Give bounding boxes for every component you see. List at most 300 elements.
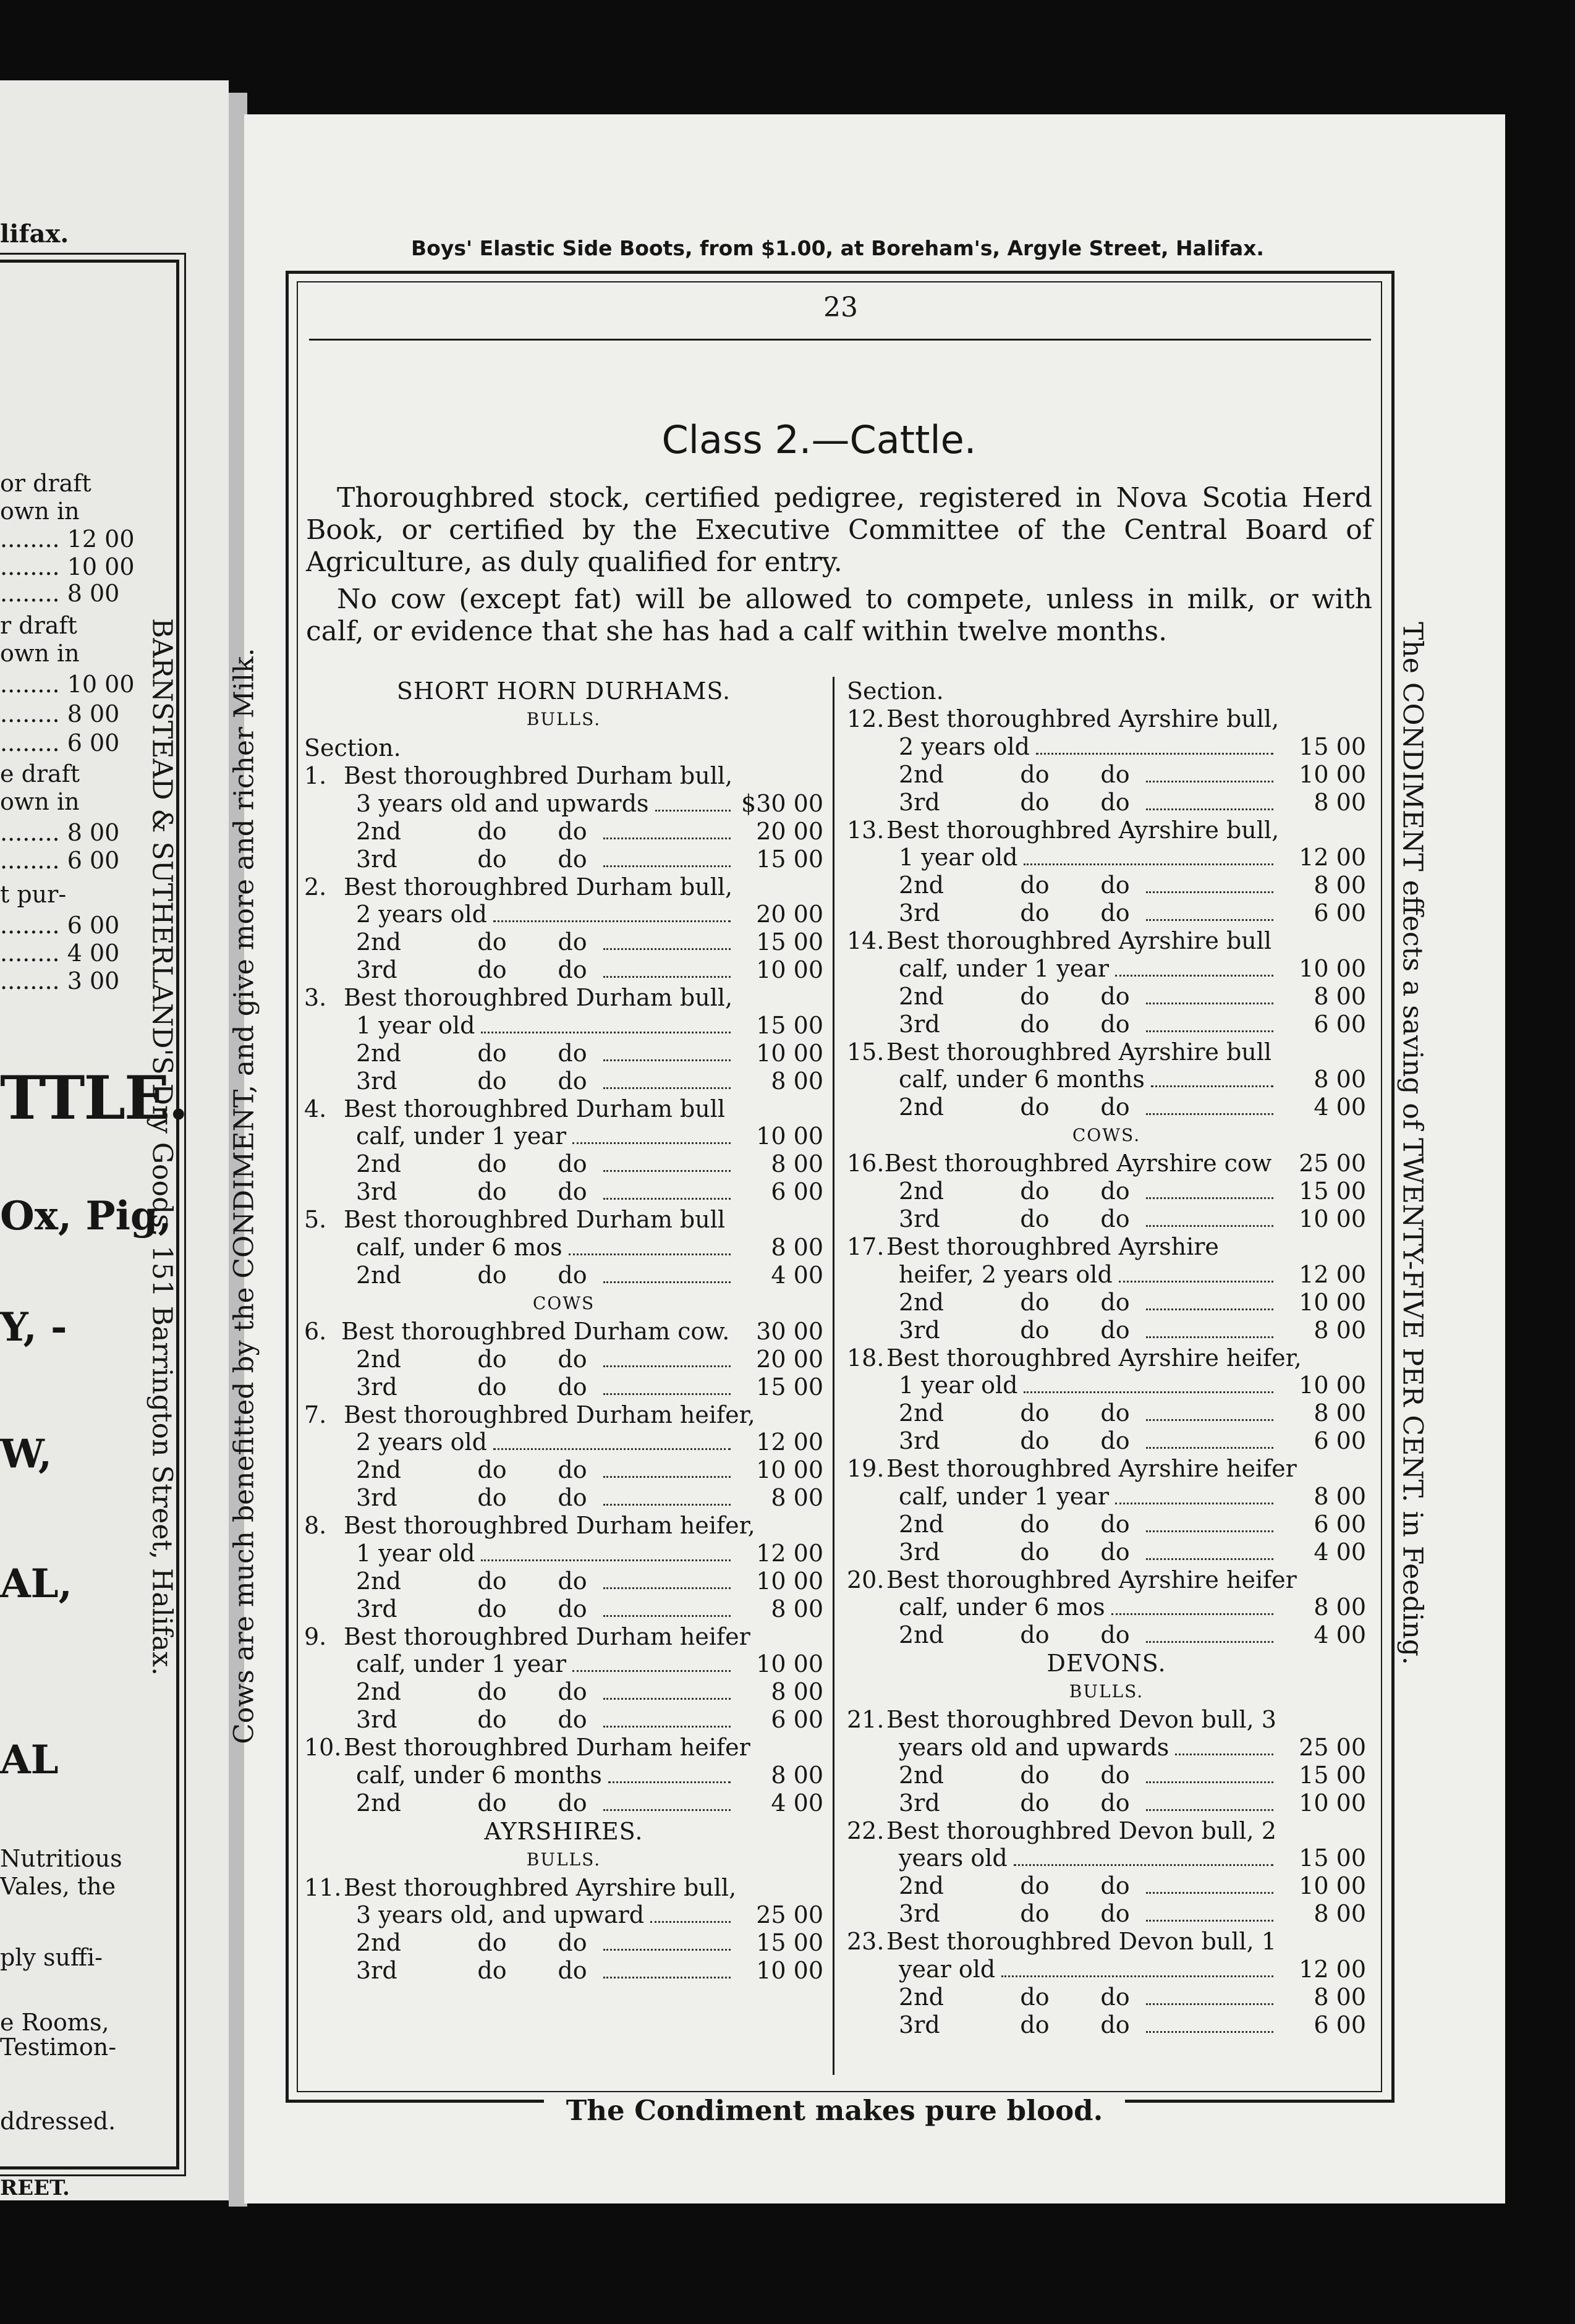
prize-row (847, 1983, 1366, 2011)
ditto-mark: do (477, 1261, 507, 1289)
leader-dots (603, 1059, 731, 1061)
prize-amount: 4 00 (1314, 1621, 1366, 1648)
prize-place: 2nd (899, 760, 944, 788)
prize-amount: 4 00 (1314, 1093, 1366, 1121)
intro-text (306, 482, 1372, 653)
prize-amount: 10 00 (1299, 1205, 1366, 1232)
prize-place: 2nd (899, 1510, 944, 1538)
entry-continuation (304, 1540, 823, 1567)
prize-amount: 6 00 (1314, 2011, 1366, 2038)
prize-column-left (304, 677, 823, 1985)
prize-entry (304, 1095, 823, 1207)
section-number: 9. (304, 1622, 327, 1650)
leader-dots (608, 1781, 731, 1783)
section-number: 19. (847, 1455, 885, 1482)
leader-dots (1115, 975, 1273, 977)
entry-first-line (847, 1344, 1366, 1372)
ditto-mark: do (558, 1957, 587, 1984)
ditto-mark: do (1020, 1288, 1050, 1316)
entry-first-line (847, 1038, 1366, 1066)
prize-amount: 8 00 (771, 1678, 823, 1705)
entry-continuation-text: heifer, 2 years old (899, 1260, 1113, 1288)
left-entries (304, 762, 823, 1985)
ditto-mark: do (1100, 1872, 1130, 1899)
ditto-mark: do (1020, 872, 1050, 899)
prize-place: 2nd (899, 1177, 944, 1205)
prize-row (304, 846, 823, 873)
ditto-mark: do (1020, 1010, 1050, 1038)
leader-dots (1036, 753, 1273, 755)
ditto-mark: do (477, 1373, 507, 1401)
prize-row (304, 928, 823, 956)
entry-description: Best thoroughbred Ayrshire (886, 1233, 1219, 1260)
prize-amount: 10 00 (1299, 1372, 1366, 1399)
ditto-mark: do (1020, 1093, 1050, 1121)
prize-amount: 15 00 (756, 1373, 823, 1401)
left-page-text-line: ........ 12 00 (0, 525, 135, 553)
section-number: 21. (847, 1706, 885, 1733)
ditto-mark: do (1020, 899, 1050, 927)
entry-first-line (304, 762, 823, 790)
prize-row (304, 1178, 823, 1206)
ditto-mark: do (477, 817, 507, 845)
leader-dots (603, 1365, 731, 1367)
prize-row (847, 872, 1366, 899)
prize-amount: 8 00 (1314, 1399, 1366, 1427)
left-page-text-line: Ox, Pig, (0, 1193, 172, 1239)
entry-description: Best thoroughbred Durham bull (344, 1206, 726, 1233)
prize-amount: 25 00 (1299, 1150, 1366, 1177)
leader-dots (1111, 1613, 1273, 1615)
prize-amount: 10 00 (1299, 1789, 1366, 1817)
prize-row (304, 1789, 823, 1817)
ditto-mark: do (1100, 1399, 1130, 1427)
prize-place: 2nd (899, 1872, 944, 1899)
entry-first-line (304, 1401, 823, 1429)
entry-continuation-text: calf, under 1 year (899, 1482, 1109, 1510)
leader-dots (603, 1949, 731, 1951)
prize-place: 2nd (899, 1761, 944, 1789)
entry-continuation-text: 3 years old, and upward (356, 1901, 645, 1928)
leader-dots (1146, 919, 1273, 921)
ditto-mark: do (1100, 1789, 1130, 1817)
vertical-right-advertisement: The CONDIMENT effects a saving of TWENTY-FIVE PER CENT. in Feeding. (1396, 622, 1429, 1665)
leader-dots (603, 1504, 731, 1506)
leader-dots (1146, 1558, 1273, 1560)
leader-dots (603, 1198, 731, 1200)
ditto-mark: do (477, 956, 507, 983)
prize-column-right (847, 677, 1366, 2039)
left-page-text-line: ........ 10 00 (0, 671, 135, 698)
leader-dots (603, 1615, 731, 1617)
entry-continuation (304, 1901, 823, 1929)
prize-amount: 25 00 (1299, 1733, 1366, 1761)
ditto-mark: do (1100, 872, 1130, 899)
leader-dots (1146, 1892, 1273, 1894)
column-divider (833, 677, 834, 2075)
prize-amount: 20 00 (756, 817, 823, 845)
leader-dots (1146, 781, 1273, 782)
ditto-mark: do (1020, 1761, 1050, 1789)
leader-dots (493, 1448, 731, 1450)
ditto-mark: do (1100, 1093, 1130, 1121)
entry-continuation (847, 844, 1366, 872)
prize-amount: 8 00 (771, 1067, 823, 1095)
leader-dots (1146, 891, 1273, 893)
entry-first-line (304, 1318, 823, 1346)
ditto-mark: do (1020, 1789, 1050, 1817)
entry-description: Best thoroughbred Durham heifer, (344, 1512, 755, 1539)
entry-continuation (304, 1122, 823, 1150)
entry-continuation-text: 1 year old (899, 1372, 1018, 1399)
entry-description: Best thoroughbred Ayrshire bull (886, 1038, 1272, 1066)
ditto-mark: do (558, 1595, 587, 1622)
leader-dots (1024, 863, 1273, 865)
top-advertisement: Boys' Elastic Side Boots, from $1.00, at Boreham's, Argyle Street, Halifax. (411, 236, 1264, 260)
prize-place: 3rd (356, 1178, 397, 1205)
ditto-mark: do (558, 1345, 587, 1373)
prize-amount: 30 00 (756, 1317, 823, 1345)
entry-description: Best thoroughbred Durham cow. (341, 1317, 730, 1345)
entry-continuation-text: calf, under 6 mos (356, 1233, 562, 1261)
left-page-header: lifax. (0, 219, 69, 248)
leader-dots (493, 920, 731, 922)
ditto-mark: do (558, 956, 587, 983)
ditto-mark: do (1100, 1427, 1130, 1454)
ditto-mark: do (1100, 1177, 1130, 1205)
prize-place: 3rd (899, 1789, 940, 1817)
prize-entry (847, 1233, 1366, 1344)
prize-row (847, 789, 1366, 816)
prize-entry (304, 1623, 823, 1734)
leader-dots (1151, 1085, 1273, 1087)
ditto-mark: do (477, 1595, 507, 1622)
prize-amount: 15 00 (1299, 732, 1366, 760)
leader-dots (603, 838, 731, 839)
section-number: 5. (304, 1206, 327, 1233)
left-page-text-line: W, (0, 1431, 53, 1477)
prize-amount: 8 00 (1314, 1316, 1366, 1344)
entry-continuation-text: 1 year old (899, 844, 1018, 871)
ditto-mark: do (1100, 788, 1130, 816)
prize-row (847, 1789, 1366, 1817)
prize-amount: 15 00 (1299, 1177, 1366, 1205)
leader-dots (603, 948, 731, 950)
group-subheading: COWS. (1072, 1125, 1141, 1145)
prize-amount: 10 00 (1299, 1288, 1366, 1316)
entry-description: Best thoroughbred Ayrshire bull, (344, 1873, 737, 1901)
entry-description: Best thoroughbred Ayrshire heifer, (886, 1344, 1302, 1372)
left-page-text-line: ........ 6 00 (0, 729, 120, 757)
entry-continuation-text: years old and upwards (899, 1733, 1170, 1761)
prize-place: 2nd (899, 1093, 944, 1121)
leader-dots (1146, 808, 1273, 810)
prize-amount: 12 00 (1299, 1260, 1366, 1288)
left-page-text-line: ........ 6 00 (0, 847, 120, 874)
ditto-mark: do (1100, 1010, 1130, 1038)
group-subheading: BULLS. (526, 1849, 601, 1870)
left-page-text-line: own in (0, 788, 80, 815)
ditto-mark: do (558, 1067, 587, 1095)
prize-entry (847, 1344, 1366, 1456)
ditto-mark: do (1100, 1900, 1130, 1927)
prize-place: 3rd (899, 1900, 940, 1927)
prize-place: 3rd (899, 788, 940, 816)
leader-dots (603, 1476, 731, 1478)
entry-continuation-text: calf, under 1 year (356, 1122, 566, 1150)
leader-dots (603, 1281, 731, 1283)
prize-place: 3rd (899, 1427, 940, 1454)
entry-continuation (847, 1066, 1366, 1093)
left-page-text-line: ........ 10 00 (0, 553, 135, 580)
prize-amount: 15 00 (1299, 1761, 1366, 1789)
prize-place: 2nd (356, 1345, 401, 1373)
entry-first-line (304, 1095, 823, 1123)
leader-dots (1175, 1754, 1273, 1755)
leader-dots (1146, 1419, 1273, 1421)
prize-place: 3rd (899, 1205, 940, 1232)
entry-first-line (304, 1512, 823, 1540)
entry-continuation-text: 2 years old (356, 1428, 487, 1456)
left-page-text-line: own in (0, 498, 80, 525)
left-page-text-line: e draft (0, 760, 80, 787)
prize-place: 2nd (899, 1983, 944, 2011)
prize-entry (847, 816, 1366, 928)
intro-paragraph-2: No cow (except fat) will be allowed to compete, unless in milk, or with calf, or evidence that she has had a calf within twelve months. (306, 583, 1372, 647)
left-page-text-line: ........ 8 00 (0, 819, 120, 846)
leader-dots (1146, 1781, 1273, 1783)
ditto-mark: do (1020, 2011, 1050, 2038)
ditto-mark: do (477, 1706, 507, 1733)
prize-row (847, 1177, 1366, 1205)
prize-place: 3rd (356, 845, 397, 873)
ditto-mark: do (477, 1484, 507, 1511)
prize-amount: 4 00 (771, 1789, 823, 1817)
leader-dots (1146, 2031, 1273, 2033)
ditto-mark: do (1020, 1399, 1050, 1427)
prize-row (847, 1621, 1366, 1649)
prize-entry (304, 873, 823, 985)
prize-row (847, 1762, 1366, 1789)
page-title: Class 2.—Cattle. (661, 417, 977, 462)
leader-dots (1146, 1308, 1273, 1310)
prize-amount: 10 00 (1299, 1872, 1366, 1899)
prize-amount: $30 00 (741, 789, 823, 817)
prize-amount: 12 00 (756, 1539, 823, 1567)
entry-continuation (847, 1483, 1366, 1511)
prize-amount: 4 00 (1314, 1538, 1366, 1566)
bottom-advertisement: The Condiment makes pure blood. (544, 2094, 1125, 2127)
entry-continuation (847, 1956, 1366, 1983)
entry-description: Best thoroughbred Ayrshire cow (884, 1150, 1272, 1177)
ditto-mark: do (477, 1456, 507, 1483)
entry-continuation-text: calf, under 1 year (899, 954, 1109, 982)
prize-row (304, 818, 823, 846)
prize-row (304, 1957, 823, 1985)
ditto-mark: do (558, 928, 587, 956)
prize-place: 2nd (356, 1929, 401, 1956)
prize-row (847, 1900, 1366, 1928)
prize-amount: 8 00 (771, 1484, 823, 1511)
prize-amount: 15 00 (756, 845, 823, 873)
prize-amount: 8 00 (771, 1595, 823, 1622)
leader-dots (1001, 1975, 1273, 1977)
prize-amount: 8 00 (1314, 1066, 1366, 1093)
leader-dots (1146, 1197, 1273, 1199)
entry-continuation-text: 3 years old and upwards (356, 789, 649, 817)
group-heading: DEVONS. (1046, 1650, 1166, 1677)
prize-place: 2nd (356, 1261, 401, 1289)
prize-place: 2nd (356, 1456, 401, 1483)
prize-entry (304, 1318, 823, 1401)
ditto-mark: do (558, 1789, 587, 1817)
prize-entry (847, 1928, 1366, 2039)
entry-continuation (304, 1012, 823, 1040)
leader-dots (1115, 1503, 1273, 1504)
left-page-text-line: Y, - (0, 1304, 67, 1351)
ditto-mark: do (477, 845, 507, 873)
entry-first-line (304, 1734, 823, 1762)
prize-amount: 8 00 (771, 1761, 823, 1789)
ditto-mark: do (1020, 1205, 1050, 1232)
ditto-mark: do (558, 1484, 587, 1511)
entry-description: Best thoroughbred Durham bull, (344, 762, 733, 789)
entry-continuation-text: year old (899, 1955, 996, 1983)
right-entries (847, 705, 1366, 2039)
leader-dots (569, 1253, 731, 1255)
prize-place: 3rd (356, 1957, 397, 1984)
entry-first-line (304, 873, 823, 901)
prize-row (847, 1511, 1366, 1538)
prize-amount: 10 00 (756, 1567, 823, 1595)
group-heading: AYRSHIRES. (484, 1817, 643, 1845)
prize-amount: 12 00 (1299, 844, 1366, 871)
prize-place: 2nd (899, 1621, 944, 1648)
leader-dots (603, 1587, 731, 1589)
prize-entry (304, 1512, 823, 1623)
leader-dots (1146, 1336, 1273, 1338)
leader-dots (603, 1726, 731, 1728)
prize-place: 2nd (356, 817, 401, 845)
ditto-mark: do (1020, 982, 1050, 1010)
entry-continuation (304, 901, 823, 928)
prize-amount: 15 00 (756, 1929, 823, 1956)
ditto-mark: do (558, 1456, 587, 1483)
section-number: 20. (847, 1566, 885, 1593)
prize-amount: 8 00 (1314, 1900, 1366, 1927)
prize-amount: 10 00 (1299, 954, 1366, 982)
prize-amount: 20 00 (756, 1345, 823, 1373)
prize-amount: 6 00 (1314, 899, 1366, 927)
entry-description: Best thoroughbred Durham heifer, (344, 1401, 755, 1428)
entry-continuation (847, 1372, 1366, 1399)
entry-continuation-text: 2 years old (356, 901, 487, 928)
ditto-mark: do (558, 1150, 587, 1177)
prize-row (304, 1067, 823, 1095)
prize-row (847, 1538, 1366, 1566)
page-number: 23 (823, 292, 858, 323)
prize-row (847, 1093, 1366, 1121)
leader-dots (1014, 1864, 1273, 1866)
leader-dots (1119, 1281, 1273, 1283)
prize-row (847, 1427, 1366, 1455)
prize-place: 2nd (356, 1567, 401, 1595)
leader-dots (1146, 1530, 1273, 1532)
prize-amount: 8 00 (771, 1233, 823, 1261)
section-number: 17. (847, 1233, 885, 1260)
left-page-footer: REET. (0, 2176, 70, 2200)
ditto-mark: do (477, 1678, 507, 1705)
ditto-mark: do (1100, 1761, 1130, 1789)
entry-continuation (847, 1261, 1366, 1289)
prize-amount: 10 00 (756, 1957, 823, 1984)
section-number: 11. (304, 1873, 342, 1901)
section-number: 7. (304, 1401, 327, 1428)
leader-dots (1146, 2003, 1273, 2005)
entry-description: Best thoroughbred Devon bull, 3 (886, 1706, 1276, 1733)
prize-place: 3rd (356, 1373, 397, 1401)
prize-place: 2nd (899, 982, 944, 1010)
ditto-mark: do (1100, 982, 1130, 1010)
ditto-mark: do (1020, 1872, 1050, 1899)
vertical-left-advertisement: Cows are much benefitted by the CONDIMENT, and give more and richer Milk. (228, 648, 260, 1744)
prize-amount: 25 00 (756, 1901, 823, 1928)
entry-first-line (847, 1706, 1366, 1734)
prize-row (304, 956, 823, 984)
prize-amount: 8 00 (1314, 872, 1366, 899)
prize-amount: 4 00 (771, 1261, 823, 1289)
prize-row (304, 1484, 823, 1512)
left-page-text-line: ........ 6 00 (0, 912, 120, 939)
prize-row (304, 1706, 823, 1734)
leader-dots (1146, 1113, 1273, 1115)
entry-first-line (847, 927, 1366, 955)
ditto-mark: do (1020, 1510, 1050, 1538)
ditto-mark: do (1100, 1205, 1130, 1232)
entry-continuation-text: 2 years old (899, 732, 1030, 760)
section-number: 23. (847, 1928, 885, 1955)
ditto-mark: do (1100, 1316, 1130, 1344)
section-number: 16. (847, 1150, 885, 1177)
prize-amount: 10 00 (756, 1039, 823, 1067)
ditto-mark: do (1100, 1288, 1130, 1316)
leader-dots (1146, 1225, 1273, 1227)
leader-dots (1146, 1920, 1273, 1922)
leader-dots (1146, 1030, 1273, 1032)
prize-row (304, 1262, 823, 1289)
prize-entry (304, 984, 823, 1095)
prize-amount: 20 00 (756, 901, 823, 928)
section-number: 3. (304, 984, 327, 1011)
leader-dots (603, 865, 731, 867)
prize-row (847, 761, 1366, 789)
leader-dots (603, 1698, 731, 1700)
prize-place: 3rd (899, 899, 940, 927)
section-number: 2. (304, 873, 327, 901)
entry-continuation (847, 1593, 1366, 1621)
prize-amount: 10 00 (756, 1456, 823, 1483)
prize-place: 2nd (899, 1399, 944, 1427)
left-page-text-line: AL, (0, 1561, 72, 1607)
ditto-mark: do (1100, 1510, 1130, 1538)
ditto-mark: do (1020, 1538, 1050, 1566)
leader-dots (572, 1670, 731, 1672)
ditto-mark: do (1100, 899, 1130, 927)
entry-description: Best thoroughbred Devon bull, 2 (886, 1817, 1276, 1844)
entry-first-line (847, 1233, 1366, 1261)
left-page-text-line: AL (0, 1737, 59, 1783)
section-number: 15. (847, 1038, 885, 1066)
